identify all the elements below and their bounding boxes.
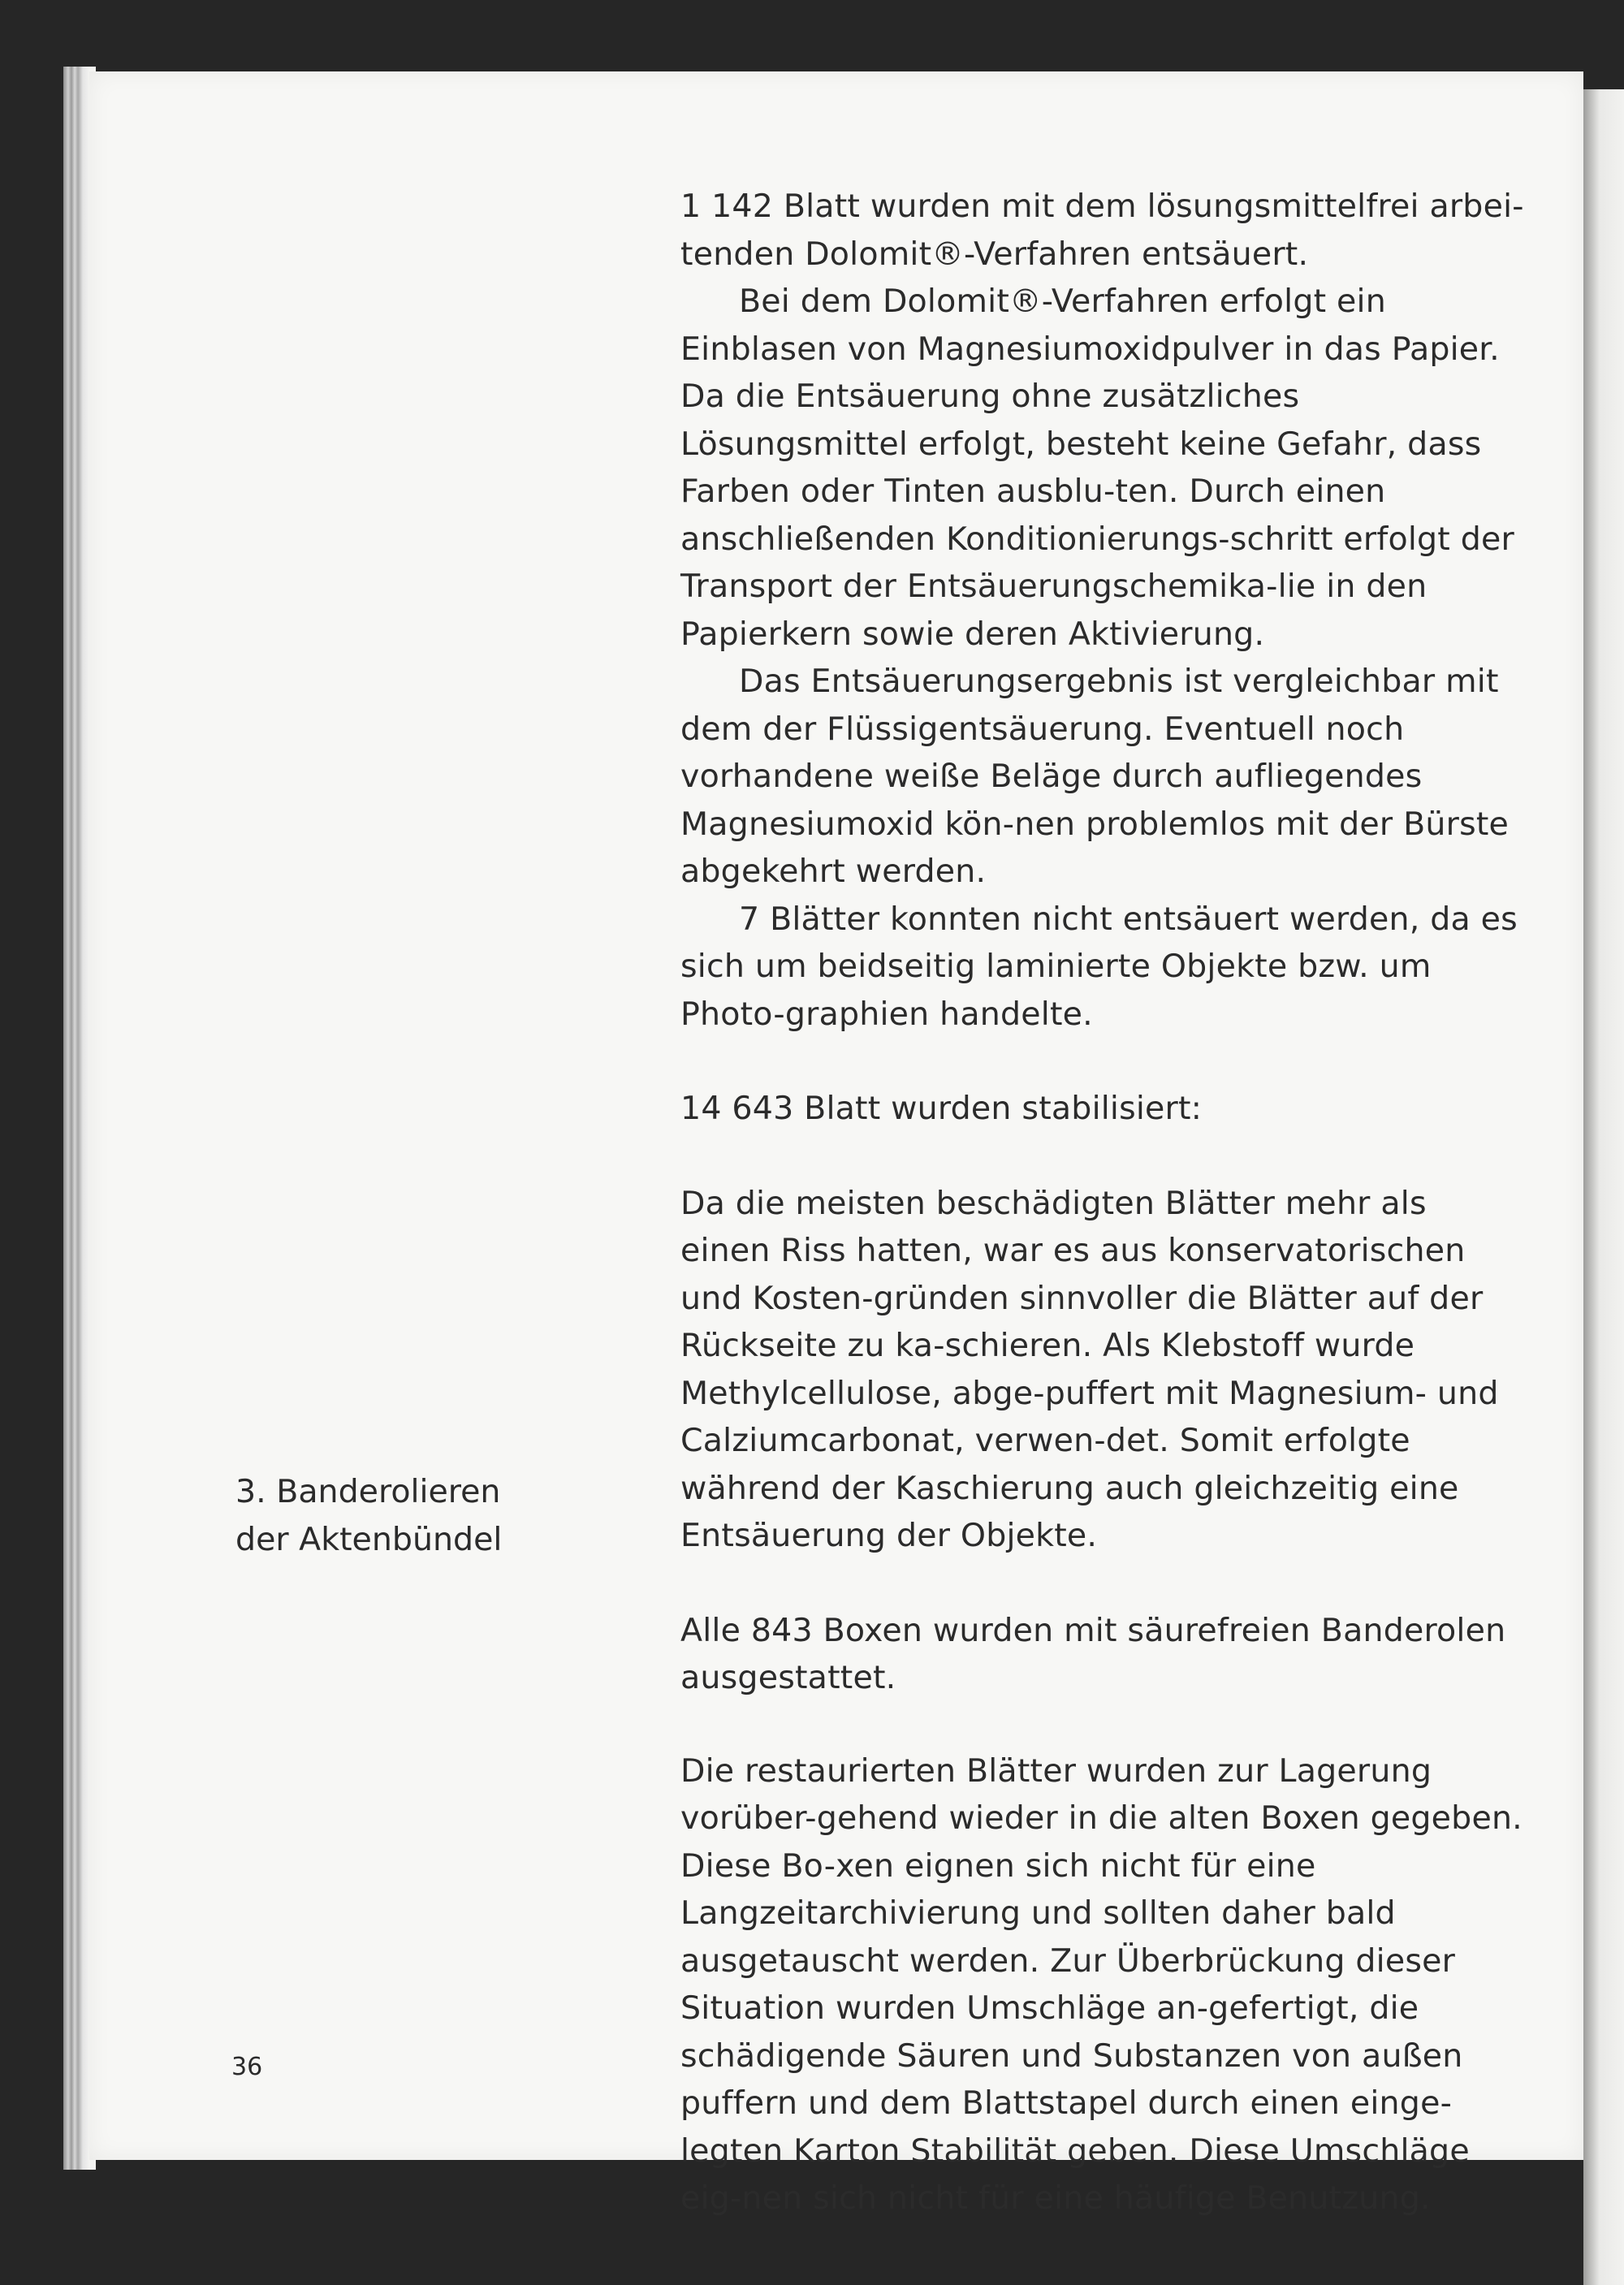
paragraph-lamination: Da die meisten beschädigten Blätter mehr als einen Riss hatten, war es aus konservatorischen und Kosten-gründen sinnvoller die Blätter auf der Rückseite zu ka-schieren. Als Klebstoff wurde Methylcellulose, abge-puffert mit Magnesium- und Calziumcarbonat, verwen-det. Somit erfolgte während der Kaschierung auch gleichzeitig eine Entsäuerung der Objekte. — [680, 1184, 1499, 1554]
facing-page-edge — [1583, 89, 1624, 2285]
paragraph-dolomit-count: 1 142 Blatt wurden mit dem lösungsmittelfrei arbei-tenden Dolomit®-Verfahren entsäuert. — [680, 188, 1524, 273]
main-text-column — [680, 183, 1525, 2222]
paragraph-storage: Die restaurierten Blätter wurden zur Lagerung vorüber-gehend wieder in die alten Boxen gegeben. Diese Bo-xen eignen sich nicht für eine Langzeitarchivierung und sollten daher bald ausgetauscht werden. Zur Überbrückung dieser Situation wurden Umschläge an-gefertigt, die schädigende Säuren und Substanzen von außen puffern und dem Blattstapel durch einen einge-legten Karton Stabilität geben. Diese Umschläge eig-nen sich nicht für eine häufige Benutzung. — [680, 1752, 1522, 2217]
paragraph-deacidification-result: Das Entsäuerungsergebnis ist vergleichbar mit dem der Flüssigentsäuerung. Eventuell noch vorhandene weiße Beläge durch aufliegendes Magnesiumoxid kön-nen problemlos mit der Bürste abgekehrt werden. — [680, 663, 1510, 890]
section-heading-line1: 3. Banderolieren — [235, 1473, 501, 1510]
paragraph-not-deacidified: 7 Blätter konnten nicht entsäuert werden, da es sich um beidseitig laminierte Objekte bzw. um Photo-graphien handelte. — [680, 900, 1518, 1033]
paragraph-stabilized-count: 14 643 Blatt wurden stabilisiert: — [680, 1090, 1203, 1127]
paragraph-boxes-banded: Alle 843 Boxen wurden mit säurefreien Banderolen ausgestattet. — [680, 1611, 1506, 1696]
page-number: 36 — [231, 2053, 263, 2081]
section-heading — [235, 1468, 560, 1563]
section-heading-line2: der Aktenbündel — [235, 1520, 503, 1558]
paragraph-dolomit-process: Bei dem Dolomit®-Verfahren erfolgt ein Einblasen von Magnesiumoxidpulver in das Papier. Da die Entsäuerung ohne zusätzliches Lösungsmittel erfolgt, besteht keine Gefahr, dass Farben oder Tinten ausblu-ten. Durch einen anschließenden Konditionierungs-schritt erfolgt der Transport der Entsäuerungschemika-lie in den Papierkern sowie deren Aktivierung. — [680, 283, 1514, 653]
